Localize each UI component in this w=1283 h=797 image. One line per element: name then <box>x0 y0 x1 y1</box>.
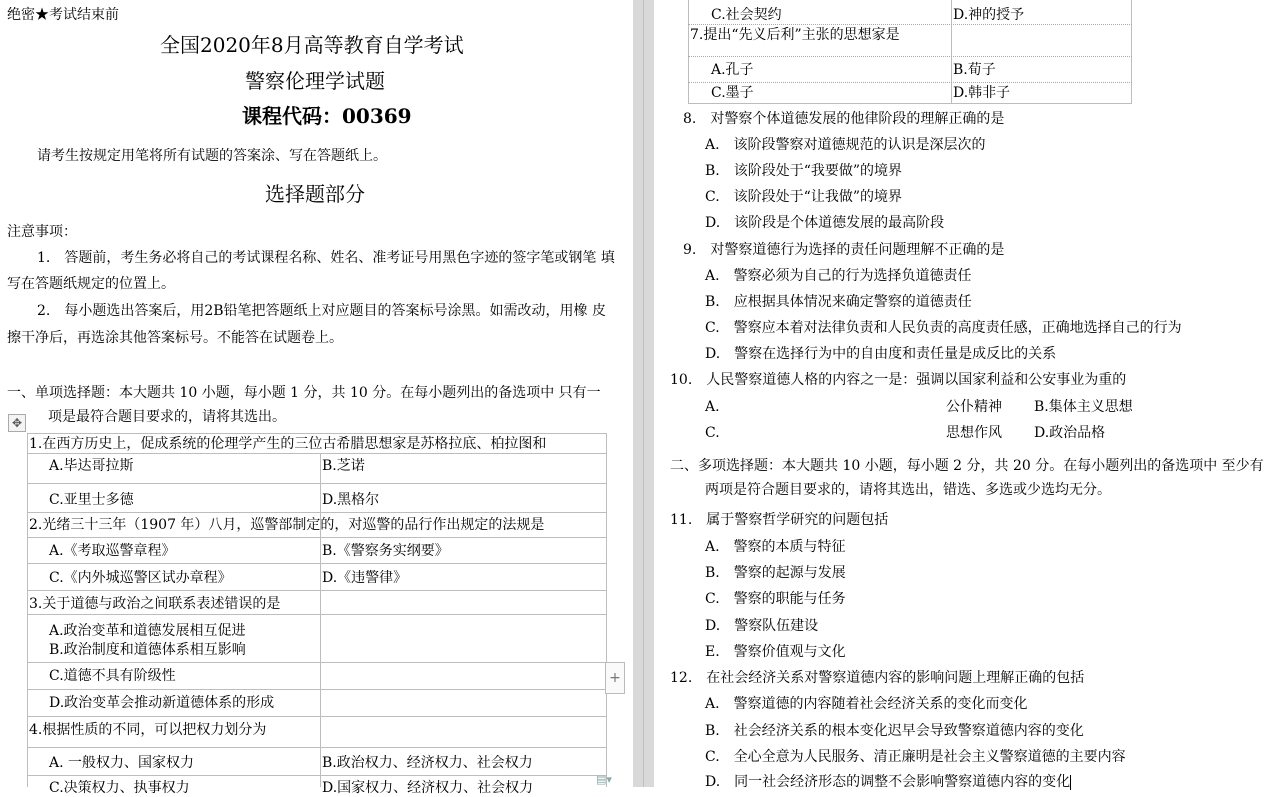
section-title: 选择题部分 <box>265 182 365 206</box>
q3-option-b: B.政治制度和道德体系相互影响 <box>49 642 246 658</box>
q8-option-d: D. 该阶段是个体道德发展的最高阶段 <box>705 215 945 231</box>
q1-option-a: A.毕达哥拉斯 <box>49 458 134 474</box>
note2-line2: 擦干净后，再选涂其他答案标号。不能答在试题卷上。 <box>7 330 343 346</box>
table-row-line <box>27 453 607 454</box>
q10-stem: 10. 人民警察道德人格的内容之一是：强调以国家利益和公安事业为重的 <box>670 372 1127 388</box>
instruction: 请考生按规定用笔将所有试题的答案涂、写在答题纸上。 <box>37 148 387 164</box>
q9-option-c: C. 警察应本着对法律负责和人民负责的高度责任感，正确地选择自己的行为 <box>705 320 1182 336</box>
q10-option-b: B.集体主义思想 <box>1034 399 1133 415</box>
table-divider <box>320 453 321 787</box>
q12-option-a: A. 警察道德的内容随着社会经济关系的变化而变化 <box>705 696 1028 712</box>
table-row-line <box>27 747 607 748</box>
course-code: 课程代码：00369 <box>242 104 412 128</box>
q4-stem: 4.根据性质的不同，可以把权力划分为 <box>29 722 267 738</box>
table-row-line <box>27 512 607 513</box>
table-row-line <box>27 662 607 663</box>
table-row-line <box>688 82 1132 83</box>
table-row-line <box>27 716 607 717</box>
q1-stem: 1.在西方历史上，促成系统的伦理学产生的三位古希腊思想家是苏格拉底、柏拉图和 <box>29 436 547 452</box>
table-row-line <box>27 689 607 690</box>
table-row-line <box>27 483 607 484</box>
table-border <box>688 0 689 104</box>
table-border <box>27 433 28 787</box>
table-border <box>606 433 607 787</box>
table-row-line <box>27 614 607 615</box>
right-page <box>654 0 1283 790</box>
note2-line1: 2. 每小题选出答案后，用2B铅笔把答题纸上对应题目的答案标号涂黑。如需改动，用橡 皮 <box>37 303 607 319</box>
q4-option-b: B.政治权力、经济权力、社会权力 <box>322 755 533 771</box>
q6-option-c: C.社会契约 <box>711 7 782 23</box>
q12-stem: 12. 在社会经济关系对警察道德内容的影响问题上理解正确的包括 <box>670 670 1085 686</box>
q2-option-d: D.《违警律》 <box>322 570 408 586</box>
q7-option-d: D.韩非子 <box>953 85 1011 101</box>
q8-option-a: A. 该阶段警察对道德规范的认识是深层次的 <box>705 137 986 153</box>
q3-stem: 3.关于道德与政治之间联系表述错误的是 <box>29 596 281 612</box>
note1-line1: 1. 答题前，考生务必将自己的考试课程名称、姓名、准考证号用黑色字迹的签字笔或钢笔 填 <box>37 250 615 266</box>
table-row-line <box>27 563 607 564</box>
q12-option-d[interactable] <box>705 773 1071 791</box>
exam-title: 全国2020年8月高等教育自学考试 <box>160 33 464 57</box>
q9-option-a: A. 警察必须为自己的行为选择负道德责任 <box>705 268 972 284</box>
q12-option-d-text: D. 同一社会经济形态的调整不会影响警察道德内容的变化 <box>705 774 1071 790</box>
q10-option-a-letter: A. <box>705 399 720 415</box>
table-row-line <box>688 103 1132 104</box>
part2-heading-line2: 两项是符合题目要求的，请将其选出，错选、多选或少选均无分。 <box>705 482 1111 498</box>
gutter-divider <box>643 0 644 787</box>
q8-option-b: B. 该阶段处于“我要做”的境界 <box>705 163 903 179</box>
text-cursor <box>1070 775 1071 790</box>
table-border <box>27 433 607 434</box>
q1-option-d: D.黑格尔 <box>322 492 380 508</box>
table-row-line <box>27 537 607 538</box>
q3-option-d: D.政治变革会推动新道德体系的形成 <box>49 695 275 711</box>
table-border <box>1131 0 1132 104</box>
table-row-line <box>27 590 607 591</box>
part1-heading-line2: 项是最符合题目要求的，请将其选出。 <box>48 409 286 425</box>
q7-option-a: A.孔子 <box>711 62 754 78</box>
q12-option-c: C. 全心全意为人民服务、清正廉明是社会主义警察道德的主要内容 <box>705 749 1126 765</box>
q2-option-a: A.《考取巡警章程》 <box>49 543 176 559</box>
q10-option-c-text: 思想作风 <box>946 425 1002 441</box>
add-column-button[interactable]: + <box>605 662 625 694</box>
q10-option-d: D.政治品格 <box>1034 425 1106 441</box>
q7-option-c: C.墨子 <box>711 85 754 101</box>
q7-stem: 7.提出“先义后利”主张的思想家是 <box>690 27 900 43</box>
table-row-line <box>688 56 1132 57</box>
q4-option-a: A. 一般权力、国家权力 <box>49 755 195 771</box>
q11-option-d: D. 警察队伍建设 <box>705 618 819 634</box>
q11-stem: 11. 属于警察哲学研究的问题包括 <box>670 512 889 528</box>
q6-option-d: D.神的授予 <box>953 7 1025 23</box>
left-page <box>0 0 633 796</box>
q11-option-c: C. 警察的职能与任务 <box>705 591 846 607</box>
notes-header: 注意事项： <box>7 224 77 240</box>
q12-option-b: B. 社会经济关系的根本变化迟早会导致警察道德内容的变化 <box>705 723 1084 739</box>
q4-option-d: D.国家权力、经济权力、社会权力 <box>322 780 534 796</box>
secrecy-label: 绝密★考试结束前 <box>7 7 119 23</box>
note1-line2: 写在答题纸规定的位置上。 <box>7 276 175 292</box>
q4-option-c: C.决策权力、执事权力 <box>49 780 190 796</box>
q11-option-a: A. 警察的本质与特征 <box>705 539 846 555</box>
part2-heading-line1: 二、多项选择题：本大题共 10 小题，每小题 2 分，共 20 分。在每小题列出的备选项中 至少有 <box>670 458 1264 474</box>
q7-option-b: B.荀子 <box>953 62 996 78</box>
q8-stem: 8. 对警察个体道德发展的他律阶段的理解正确的是 <box>683 111 1005 127</box>
table-row-line <box>688 24 1132 25</box>
q2-option-c: C.《内外城巡警区试办章程》 <box>49 570 232 586</box>
q1-option-c: C.亚里士多德 <box>49 492 134 508</box>
q9-option-b: B. 应根据具体情况来确定警察的道德责任 <box>705 294 972 310</box>
q11-option-b: B. 警察的起源与发展 <box>705 565 846 581</box>
q2-option-b: B.《警察务实纲要》 <box>322 543 449 559</box>
table-move-handle-icon[interactable]: ✥ <box>8 414 26 432</box>
q9-stem: 9. 对警察道德行为选择的责任问题理解不正确的是 <box>683 242 1005 258</box>
table-row-line <box>27 775 607 776</box>
q2-stem: 2.光绪三十三年（1907 年）八月，巡警部制定的，对巡警的品行作出规定的法规是 <box>29 517 545 533</box>
q11-option-e: E. 警察价值观与文化 <box>705 644 846 660</box>
part1-heading-line1: 一、单项选择题：本大题共 10 小题，每小题 1 分，共 10 分。在每小题列出的备选项中 只有一 <box>7 385 601 401</box>
q1-option-b: B.芝诺 <box>322 458 365 474</box>
q3-option-a: A.政治变革和道德发展相互促进 <box>49 623 246 639</box>
table-divider <box>951 0 952 104</box>
q8-option-c: C. 该阶段处于“让我做”的境界 <box>705 189 902 205</box>
q3-option-c: C.道德不具有阶级性 <box>49 668 176 684</box>
subject-title: 警察伦理学试题 <box>245 69 385 93</box>
q9-option-d: D. 警察在选择行为中的自由度和责任量是成反比的关系 <box>705 346 1057 362</box>
paste-options-icon[interactable]: ▤▾ <box>596 773 612 786</box>
q10-option-a-text: 公仆精神 <box>946 399 1002 415</box>
q10-option-c-letter: C. <box>705 425 720 441</box>
